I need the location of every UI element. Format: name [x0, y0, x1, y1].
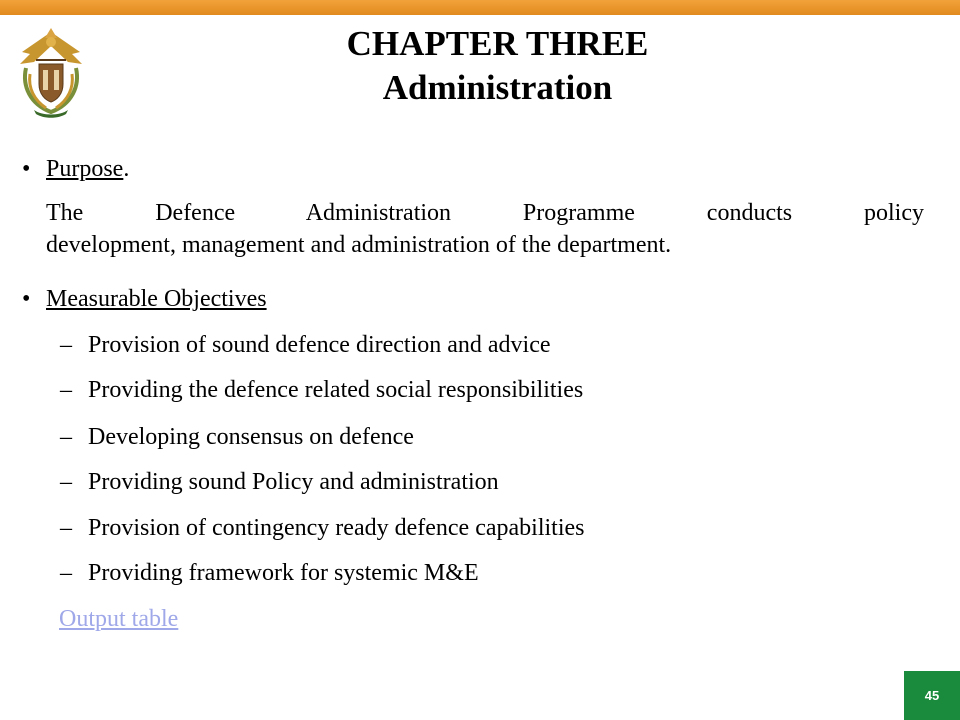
purpose-label: Purpose	[46, 156, 124, 182]
purpose-text-line1: The Defence Administration Programme conducts policy	[46, 200, 924, 226]
chapter-title: CHAPTER THREE	[346, 24, 649, 63]
output-table-link[interactable]: Output table	[59, 606, 179, 632]
objective-item	[60, 467, 499, 497]
bullet-objectives-marker: •	[22, 286, 31, 312]
objective-item	[60, 375, 583, 405]
objective-text: Provision of contingency ready defence capabilities	[88, 515, 585, 541]
chapter-subtitle: Administration	[382, 68, 613, 107]
purpose-text-line2: development, management and administration of the department.	[46, 232, 672, 258]
dash-marker: –	[60, 469, 72, 495]
dash-marker: –	[60, 560, 72, 586]
purpose-paragraph	[46, 197, 924, 261]
dash-marker: –	[60, 332, 72, 358]
objective-item	[60, 513, 585, 543]
objectives-heading: Measurable Objectives	[46, 286, 267, 312]
purpose-label-suffix: .	[123, 156, 130, 182]
objective-item	[60, 422, 414, 452]
bullet-purpose-marker: •	[22, 156, 31, 182]
objective-item	[60, 558, 479, 588]
objective-text: Providing the defence related social responsibilities	[88, 377, 584, 403]
objective-text: Developing consensus on defence	[88, 424, 414, 450]
objective-text: Provision of sound defence direction and advice	[88, 332, 551, 358]
page-number-badge	[904, 671, 960, 720]
purpose-heading	[46, 154, 129, 184]
objective-item	[60, 330, 551, 360]
dash-marker: –	[60, 377, 72, 403]
page-number: 45	[924, 688, 940, 703]
dash-marker: –	[60, 515, 72, 541]
dash-marker: –	[60, 424, 72, 450]
objective-text: Providing framework for systemic M&E	[88, 560, 479, 586]
objective-text: Providing sound Policy and administration	[88, 469, 499, 495]
